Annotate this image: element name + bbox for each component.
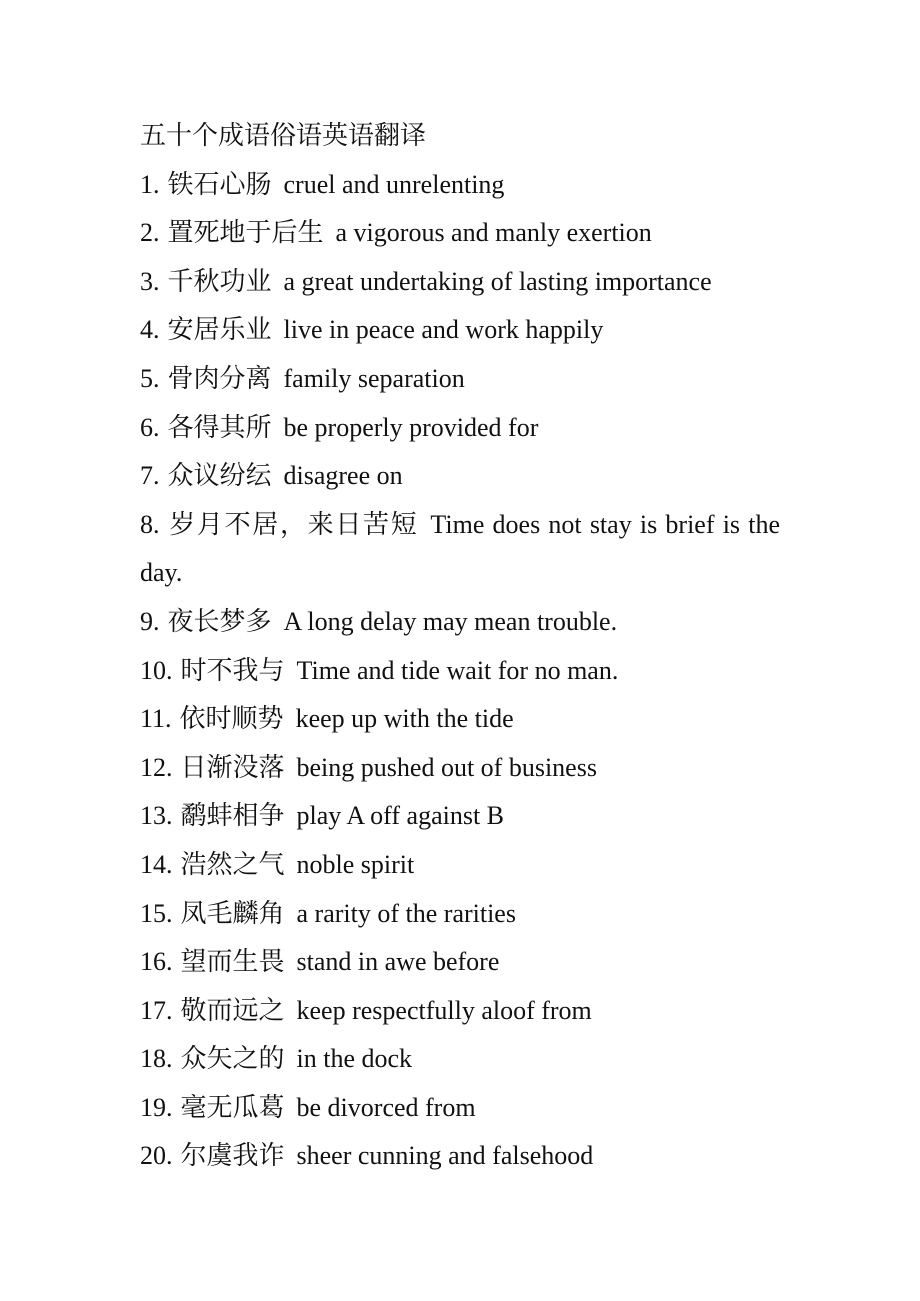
item-chinese: 各得其所 [167, 412, 272, 442]
item-number: 9. [140, 606, 160, 636]
item-english: A long delay may mean trouble. [283, 606, 618, 636]
item-english: Time does not stay is brief is the day. [140, 509, 780, 588]
item-number: 7. [140, 461, 160, 491]
list-item [140, 161, 780, 210]
list-item [140, 647, 780, 696]
item-english: a great undertaking of lasting importance [283, 266, 712, 296]
item-chinese: 依时顺势 [179, 704, 284, 734]
list-item [140, 744, 780, 793]
item-english: a rarity of the rarities [296, 898, 516, 928]
item-number: 1. [140, 169, 160, 199]
item-english: a vigorous and manly exertion [335, 218, 652, 248]
item-number: 15. [140, 898, 173, 928]
item-chinese: 鹬蚌相争 [180, 801, 285, 831]
item-number: 12. [140, 752, 173, 782]
list-item [140, 1132, 780, 1181]
item-english: keep up with the tide [295, 704, 514, 734]
item-english: sheer cunning and falsehood [296, 1141, 594, 1171]
list-item [140, 841, 780, 890]
item-english: keep respectfully aloof from [296, 995, 592, 1025]
item-english: cruel and unrelenting [283, 169, 505, 199]
item-english: live in peace and work happily [283, 315, 604, 345]
list-item [140, 598, 780, 647]
item-english: noble spirit [296, 849, 415, 879]
item-number: 4. [140, 315, 160, 345]
list-item [140, 1084, 780, 1133]
item-chinese: 千秋功业 [167, 266, 272, 296]
item-number: 20. [140, 1141, 173, 1171]
item-chinese: 敬而远之 [180, 995, 285, 1025]
item-number: 8. [140, 509, 160, 539]
item-chinese: 夜长梦多 [167, 606, 272, 636]
item-chinese: 众议纷纭 [167, 461, 272, 491]
list-item [140, 355, 780, 404]
item-chinese: 浩然之气 [180, 849, 285, 879]
item-chinese: 岁月不居，来日苦短 [167, 509, 419, 539]
list-item [140, 890, 780, 939]
list-item [140, 306, 780, 355]
item-english: in the dock [296, 1044, 413, 1074]
item-chinese: 凤毛麟角 [180, 898, 285, 928]
item-number: 18. [140, 1044, 173, 1074]
item-number: 14. [140, 849, 173, 879]
item-chinese: 毫无瓜葛 [180, 1092, 285, 1122]
item-number: 17. [140, 995, 173, 1025]
list-item [140, 209, 780, 258]
item-english: be properly provided for [283, 412, 539, 442]
item-english: stand in awe before [296, 947, 500, 977]
item-number: 5. [140, 363, 160, 393]
item-number: 3. [140, 266, 160, 296]
list-item [140, 258, 780, 307]
item-chinese: 尔虞我诈 [180, 1141, 285, 1171]
item-chinese: 安居乐业 [167, 315, 272, 345]
item-chinese: 望而生畏 [180, 947, 285, 977]
list-item [140, 792, 780, 841]
document-title: 五十个成语俗语英语翻译 [140, 121, 427, 150]
item-number: 2. [140, 218, 160, 248]
item-chinese: 置死地于后生 [167, 218, 324, 248]
item-chinese: 日渐没落 [180, 752, 285, 782]
item-chinese: 众矢之的 [180, 1044, 285, 1074]
item-english: family separation [283, 363, 465, 393]
item-number: 19. [140, 1092, 173, 1122]
list-item [140, 695, 780, 744]
list-item [140, 404, 780, 453]
list-item [140, 452, 780, 501]
item-number: 11. [140, 704, 172, 734]
document-body [140, 112, 780, 1181]
item-english: play A off against B [296, 801, 505, 831]
item-number: 10. [140, 655, 173, 685]
item-english: Time and tide wait for no man. [296, 655, 619, 685]
list-item [140, 501, 780, 598]
item-number: 16. [140, 947, 173, 977]
item-english: be divorced from [296, 1092, 476, 1122]
item-chinese: 时不我与 [180, 655, 285, 685]
item-number: 13. [140, 801, 173, 831]
list-item [140, 987, 780, 1036]
item-english: being pushed out of business [296, 752, 597, 782]
list-item [140, 938, 780, 987]
item-english: disagree on [283, 461, 403, 491]
item-chinese: 铁石心肠 [167, 169, 272, 199]
list-item [140, 1035, 780, 1084]
item-number: 6. [140, 412, 160, 442]
item-chinese: 骨肉分离 [167, 363, 272, 393]
